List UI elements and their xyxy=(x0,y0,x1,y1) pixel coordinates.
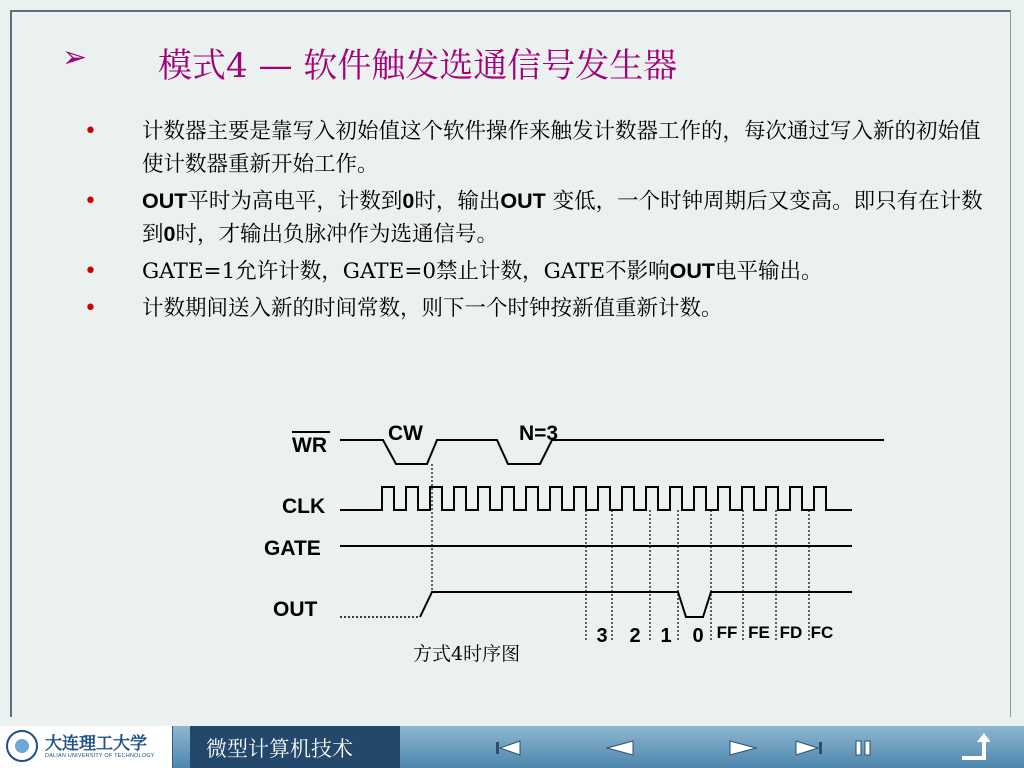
gate-label: GATE xyxy=(264,537,321,560)
wr-label: WR xyxy=(292,434,327,457)
logo-subtitle: DALIAN UNIVERSITY OF TECHNOLOGY xyxy=(45,753,155,759)
n-annotation: N=3 xyxy=(519,422,559,445)
bullet-text-segment: 电平输出。 xyxy=(715,259,823,284)
pause-icon xyxy=(848,739,878,757)
bullet-text-segment: 0 xyxy=(402,189,415,213)
bullet-text-segment: 0 xyxy=(163,222,176,246)
bullet-text-segment: OUT xyxy=(500,189,546,213)
pause-button[interactable] xyxy=(848,739,878,757)
bullet-text-segment: 禁止计数， xyxy=(436,259,544,284)
bullet-text-segment: GATE xyxy=(543,259,606,284)
bullet-text-segment: 计数期间送入新的时间常数，则下一个时钟按新值重新计数。 xyxy=(142,296,723,321)
clk-waveform xyxy=(340,487,852,510)
logo-name: 大连理工大学 xyxy=(45,734,147,754)
count-value: 1 xyxy=(660,625,672,647)
course-title-box xyxy=(190,726,400,768)
bullet-marker: • xyxy=(84,119,97,144)
next-page-icon xyxy=(728,739,758,757)
out-waveform xyxy=(420,592,852,617)
count-value: FD xyxy=(779,623,803,642)
return-icon xyxy=(960,732,990,762)
last-page-icon xyxy=(794,739,824,757)
count-value: 2 xyxy=(629,625,641,647)
bullet-text-segment: GATE=0 xyxy=(342,259,437,284)
count-value: 3 xyxy=(596,625,608,647)
return-button[interactable] xyxy=(960,732,990,762)
bullet-text-segment: 不影响 xyxy=(605,259,670,284)
next-page-button[interactable] xyxy=(728,739,758,757)
first-page-button[interactable] xyxy=(494,739,524,757)
bullet-text-segment: OUT xyxy=(142,189,188,213)
count-value: FC xyxy=(810,623,834,642)
bullet-marker: • xyxy=(84,189,97,214)
cw-annotation: CW xyxy=(388,422,423,445)
course-title: 微型计算机技术 xyxy=(206,737,353,761)
count-value: FF xyxy=(716,623,738,642)
count-guide-lines xyxy=(586,510,809,640)
bullet-text-segment: 计数器主要是靠写入初始值这个软件操作来触发计数器工作的，每次通过写入新的初始值使计数器重新开始工作。 xyxy=(142,119,981,177)
prev-page-button[interactable] xyxy=(605,739,635,757)
bullet-text-segment: 变低，一个时钟周期后又变高。即只有在计数到 xyxy=(142,189,983,247)
clk-label: CLK xyxy=(282,495,326,518)
footer-bar xyxy=(0,726,1024,768)
university-emblem-icon xyxy=(6,730,38,762)
first-page-icon xyxy=(494,739,524,757)
diagram-caption: 方式4时序图 xyxy=(413,643,521,665)
bullet-marker: • xyxy=(84,296,97,321)
bullet-text-segment: GATE=1 xyxy=(142,259,236,284)
title-arrow-icon: ➢ xyxy=(62,40,88,75)
bullet-text-segment: 时，输出 xyxy=(414,189,501,214)
bullet-text-segment: 允许计数， xyxy=(235,259,343,284)
count-value: 0 xyxy=(692,625,704,647)
last-page-button[interactable] xyxy=(794,739,824,757)
count-value: FE xyxy=(748,623,770,642)
prev-page-icon xyxy=(605,739,635,757)
count-values xyxy=(596,623,833,647)
out-label: OUT xyxy=(273,598,318,621)
bullet-marker: • xyxy=(84,259,97,284)
bullet-text-segment: 时，才输出负脉冲作为选通信号。 xyxy=(175,222,498,247)
title-text: 模式4 — 软件触发选通信号发生器 xyxy=(158,46,678,86)
bullet-text-segment: OUT xyxy=(669,259,716,283)
bullet-text-segment: 平时为高电平，计数到 xyxy=(187,189,403,214)
university-logo xyxy=(0,726,173,768)
